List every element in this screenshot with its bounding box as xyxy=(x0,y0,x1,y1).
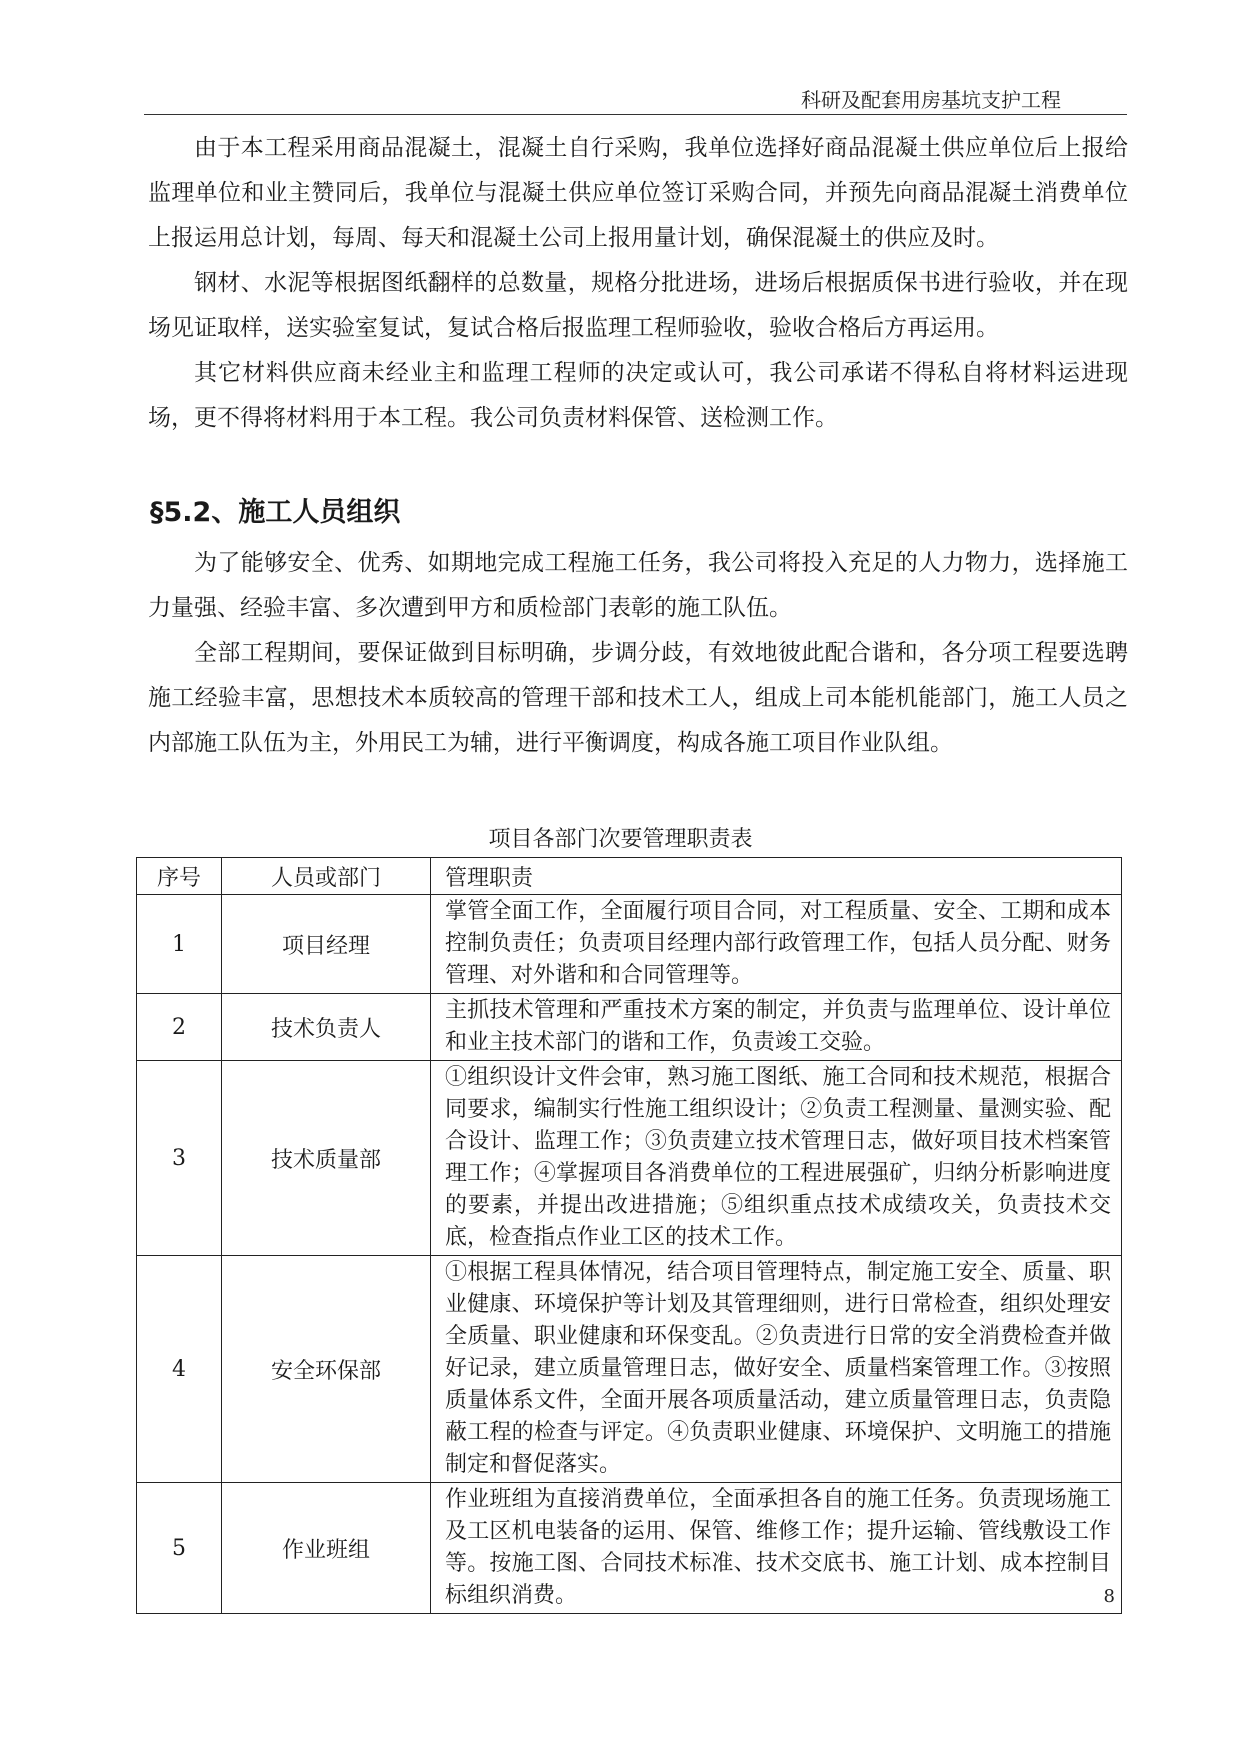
row-duty: 主抓技术管理和严重技术方案的制定，并负责与监理单位、设计单位和业主技术部门的谐和工作，负责竣工交验。 xyxy=(431,994,1122,1061)
responsibility-table xyxy=(136,857,1122,1614)
paragraph-workforce-organization: 全部工程期间，要保证做到目标明确，步调分歧，有效地彼此配合谐和，各分项工程要选聘施工经验丰富，思想技术本质较高的管理干部和技术工人，组成上司本能机能部门，施工人员之内部施工队伍为主，外用民工为辅，进行平衡调度，构成各施工项目作业队组。 xyxy=(148,640,1128,756)
row-duty: ①根据工程具体情况，结合项目管理特点，制定施工安全、质量、职业健康、环境保护等计划及其管理细则，进行日常检查，组织处理安全质量、职业健康和环保变乱。②负责进行日常的安全消费检查并做好记录，建立质量管理日志，做好安全、质量档案管理工作。③按照质量体系文件，全面开展各项质量活动，建立质量管理日志，负责隐蔽工程的检查与评定。④负责职业健康、环境保护、文明施工的措施制定和督促落实。 xyxy=(431,1256,1122,1483)
paragraph-other-materials: 其它材料供应商未经业主和监理工程师的决定或认可，我公司承诺不得私自将材料运进现场，更不得将材料用于本工程。我公司负责材料保管、送检测工作。 xyxy=(148,360,1128,431)
header-divider xyxy=(144,114,1127,115)
table-caption: 项目各部门次要管理职责表 xyxy=(488,827,753,852)
row-department: 技术负责人 xyxy=(222,994,431,1061)
table-header-row xyxy=(137,858,1122,895)
paragraph-workforce-input: 为了能够安全、优秀、如期地完成工程施工任务，我公司将投入充足的人力物力，选择施工力量强、经验丰富、多次遭到甲方和质检部门表彰的施工队伍。 xyxy=(148,550,1128,621)
row-department: 安全环保部 xyxy=(222,1256,431,1483)
row-duty: 掌管全面工作，全面履行项目合同，对工程质量、安全、工期和成本控制负责任；负责项目经理内部行政管理工作，包括人员分配、财务管理、对外谐和和合同管理等。 xyxy=(431,895,1122,994)
running-header: 科研及配套用房基坑支护工程 xyxy=(801,88,1061,112)
table-row xyxy=(137,1256,1122,1483)
header-dept: 人员或部门 xyxy=(222,858,431,895)
table-row xyxy=(137,1483,1122,1614)
row-department: 技术质量部 xyxy=(222,1061,431,1256)
row-number: 1 xyxy=(137,895,222,994)
header-no: 序号 xyxy=(137,858,222,895)
row-number: 2 xyxy=(137,994,222,1061)
row-duty: ①组织设计文件会审，熟习施工图纸、施工合同和技术规范，根据合同要求，编制实行性施工组织设计；②负责工程测量、量测实验、配合设计、监理工作；③负责建立技术管理日志，做好项目技术档案管理工作；④掌握项目各消费单位的工程进展强矿，归纳分析影响进度的要素，并提出改进措施；⑤组织重点技术成绩攻关，负责技术交底，检查指点作业工区的技术工作。 xyxy=(431,1061,1122,1256)
row-number: 4 xyxy=(137,1256,222,1483)
table-row xyxy=(137,895,1122,994)
header-duty: 管理职责 xyxy=(431,858,1122,895)
table-row xyxy=(137,1061,1122,1256)
paragraph-steel-cement: 钢材、水泥等根据图纸翻样的总数量，规格分批进场，进场后根据质保书进行验收，并在现场见证取样，送实验室复试，复试合格后报监理工程师验收，验收合格后方再运用。 xyxy=(148,270,1128,341)
row-number: 5 xyxy=(137,1483,222,1614)
paragraph-concrete-procurement: 由于本工程采用商品混凝土，混凝土自行采购，我单位选择好商品混凝土供应单位后上报给监理单位和业主赞同后，我单位与混凝土供应单位签订采购合同，并预先向商品混凝土消费单位上报运用总计划，每周、每天和混凝土公司上报用量计划，确保混凝土的供应及时。 xyxy=(148,135,1128,251)
row-duty: 作业班组为直接消费单位，全面承担各自的施工任务。负责现场施工及工区机电装备的运用、保管、维修工作；提升运输、管线敷设工作等。按施工图、合同技术标准、技术交底书、施工计划、成本控制目标组织消费。 xyxy=(431,1483,1122,1614)
row-number: 3 xyxy=(137,1061,222,1256)
table-row xyxy=(137,994,1122,1061)
row-department: 项目经理 xyxy=(222,895,431,994)
page-number: 8 xyxy=(1103,1586,1115,1607)
section-heading: §5.2、施工人员组织 xyxy=(150,497,401,528)
row-department: 作业班组 xyxy=(222,1483,431,1614)
